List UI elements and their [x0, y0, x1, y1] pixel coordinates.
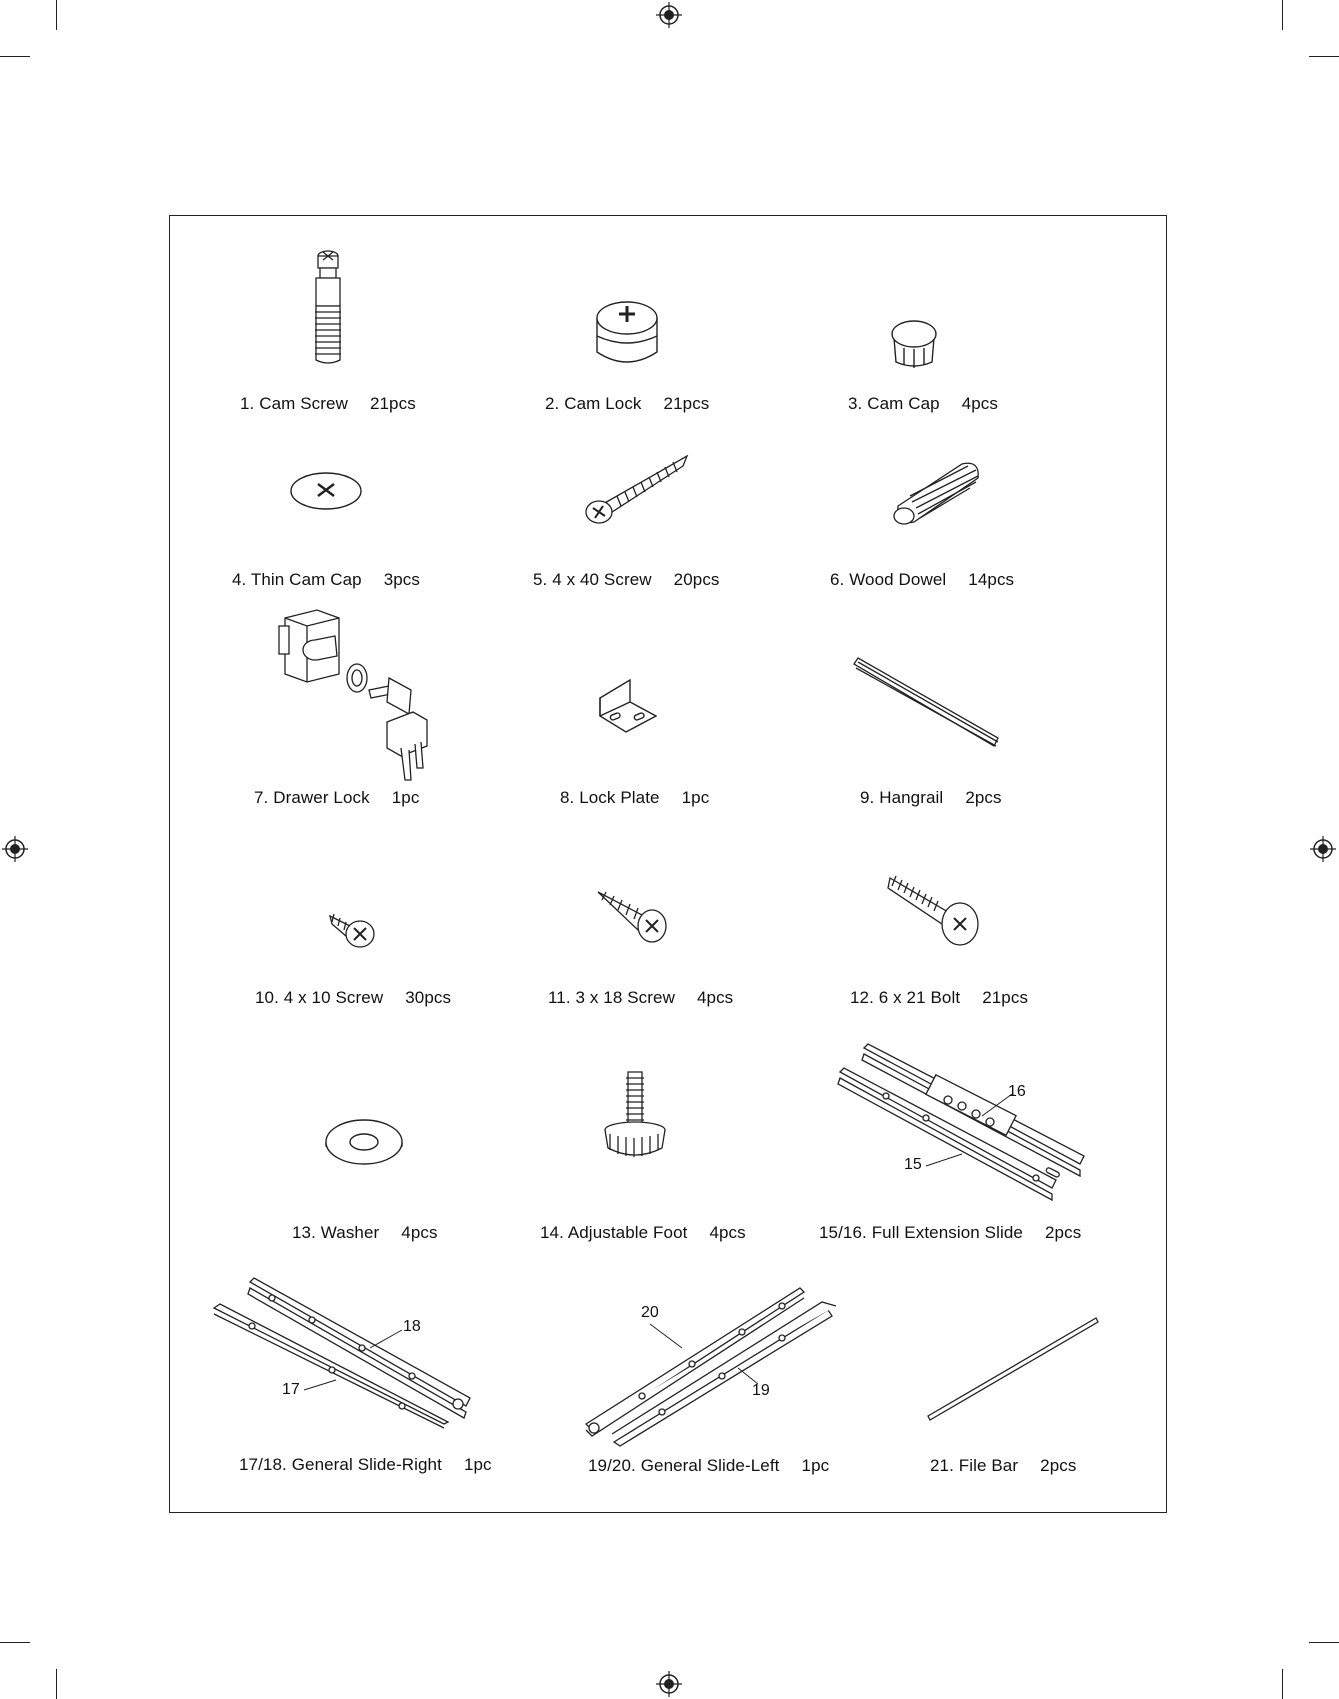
general-slide-left-icon — [582, 1284, 838, 1446]
part-name: 2. Cam Lock — [545, 394, 642, 413]
part-name: 4. Thin Cam Cap — [232, 570, 362, 589]
part-label-8 — [560, 788, 709, 808]
part-qty: 30pcs — [405, 988, 452, 1007]
part-label-11 — [548, 988, 733, 1008]
part-name: 7. Drawer Lock — [254, 788, 370, 807]
bolt-6x21-icon — [886, 872, 982, 948]
callout-15: 15 — [904, 1156, 922, 1173]
part-qty: 3pcs — [383, 570, 421, 589]
washer-icon — [324, 1118, 404, 1170]
lock-plate-icon — [596, 676, 660, 734]
crop-mark-bottom-left-v — [56, 1669, 57, 1699]
part-label-2 — [545, 394, 709, 414]
callout-19: 19 — [752, 1382, 770, 1399]
registration-mark-icon — [656, 1671, 682, 1697]
file-bar-icon — [926, 1316, 1100, 1422]
crop-mark-bottom-left-h — [0, 1642, 30, 1643]
part-name: 3. Cam Cap — [848, 394, 940, 413]
screw-4x40-icon — [583, 452, 691, 528]
part-label-3 — [848, 394, 998, 414]
screw-3x18-icon — [596, 886, 668, 946]
part-name: 17/18. General Slide-Right — [239, 1455, 442, 1474]
screw-4x10-icon — [328, 908, 378, 950]
registration-mark-icon — [2, 836, 28, 862]
part-label-4 — [232, 570, 420, 590]
general-slide-right-icon — [212, 1278, 474, 1424]
part-qty: 2pcs — [1045, 1223, 1082, 1242]
part-label-15-16 — [819, 1223, 1081, 1243]
part-label-14 — [540, 1223, 746, 1243]
leader-line-17 — [302, 1378, 338, 1392]
crop-mark-bottom-right-h — [1309, 1642, 1339, 1643]
leader-line-16 — [980, 1092, 1014, 1118]
adjustable-foot-icon — [600, 1068, 670, 1162]
wood-dowel-icon — [888, 458, 984, 530]
part-label-9 — [860, 788, 1002, 808]
callout-17: 17 — [282, 1381, 300, 1398]
callout-16: 16 — [1008, 1083, 1026, 1100]
crop-mark-top-left-h — [0, 56, 30, 57]
part-name: 21. File Bar — [930, 1456, 1019, 1475]
part-name: 8. Lock Plate — [560, 788, 660, 807]
part-label-13 — [292, 1223, 438, 1243]
part-qty: 4pcs — [709, 1223, 746, 1242]
part-name: 1. Cam Screw — [240, 394, 348, 413]
part-label-10 — [255, 988, 451, 1008]
part-label-21 — [930, 1456, 1076, 1476]
callout-20: 20 — [641, 1304, 659, 1321]
part-name: 11. 3 x 18 Screw — [548, 988, 675, 1007]
part-qty: 1pc — [463, 1455, 492, 1474]
part-qty: 4pcs — [401, 1223, 438, 1242]
part-qty: 4pcs — [961, 394, 999, 413]
crop-mark-top-right-h — [1309, 56, 1339, 57]
part-name: 10. 4 x 10 Screw — [255, 988, 384, 1007]
cam-lock-icon — [592, 300, 662, 372]
part-label-19-20 — [588, 1456, 829, 1476]
part-name: 19/20. General Slide-Left — [588, 1456, 780, 1475]
hangrail-icon — [852, 656, 1000, 750]
leader-line-19 — [736, 1366, 760, 1386]
part-qty: 4pcs — [696, 988, 734, 1007]
leader-line-20 — [648, 1322, 684, 1350]
part-qty: 21pcs — [663, 394, 710, 413]
leader-line-18 — [368, 1328, 404, 1350]
part-name: 5. 4 x 40 Screw — [533, 570, 652, 589]
registration-mark-icon — [656, 2, 682, 28]
part-qty: 1pc — [391, 788, 420, 807]
part-qty: 14pcs — [968, 570, 1015, 589]
part-label-17-18 — [239, 1455, 492, 1475]
part-name: 9. Hangrail — [860, 788, 944, 807]
part-name: 15/16. Full Extension Slide — [819, 1223, 1023, 1242]
part-qty: 21pcs — [369, 394, 416, 413]
leader-line-15 — [924, 1150, 964, 1170]
part-qty: 20pcs — [673, 570, 720, 589]
part-name: 12. 6 x 21 Bolt — [850, 988, 961, 1007]
part-label-12 — [850, 988, 1028, 1008]
part-label-1 — [240, 394, 416, 414]
part-name: 14. Adjustable Foot — [540, 1223, 688, 1242]
thin-cam-cap-icon — [289, 470, 363, 512]
crop-mark-top-right-v — [1282, 0, 1283, 30]
part-qty: 2pcs — [965, 788, 1002, 807]
part-qty: 21pcs — [982, 988, 1029, 1007]
drawer-lock-icon — [277, 608, 447, 784]
callout-18: 18 — [403, 1318, 421, 1335]
part-qty: 1pc — [681, 788, 710, 807]
crop-mark-bottom-right-v — [1282, 1669, 1283, 1699]
cam-screw-icon — [303, 248, 353, 368]
crop-mark-top-left-v — [56, 0, 57, 30]
part-name: 6. Wood Dowel — [830, 570, 947, 589]
part-name: 13. Washer — [292, 1223, 380, 1242]
part-qty: 1pc — [801, 1456, 830, 1475]
part-label-7 — [254, 788, 419, 808]
cam-cap-icon — [888, 318, 940, 370]
part-label-6 — [830, 570, 1014, 590]
full-extension-slide-icon — [836, 1044, 1088, 1208]
part-label-5 — [533, 570, 720, 590]
part-qty: 2pcs — [1040, 1456, 1077, 1475]
registration-mark-icon — [1310, 836, 1336, 862]
